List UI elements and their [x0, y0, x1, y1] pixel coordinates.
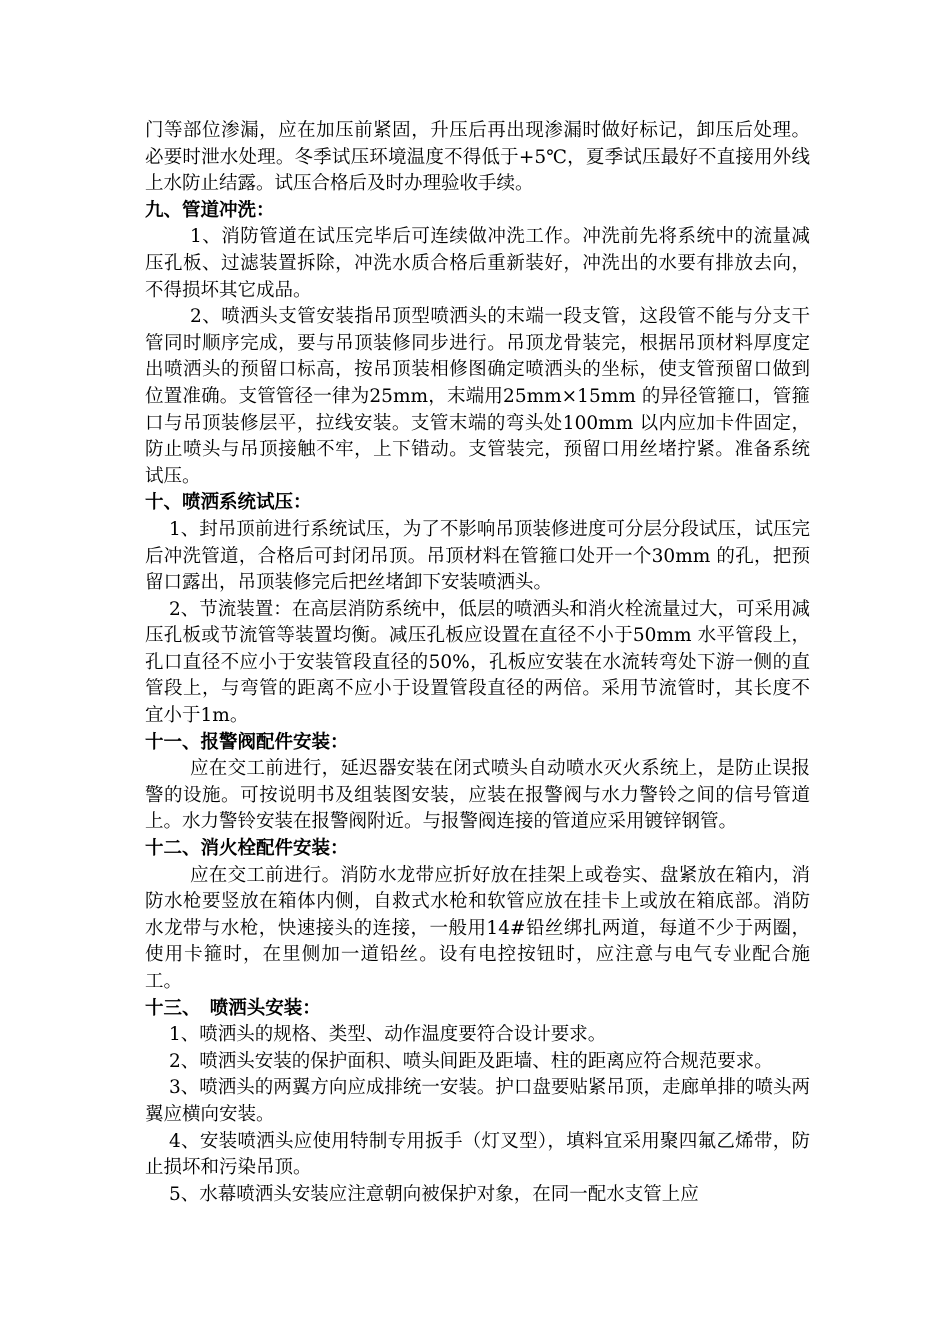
paragraph-sprinkler-install-3: 3、喷洒头的两翼方向应成排统一安装。护口盘要贴紧吊顶，走廊单排的喷头两翼应横向安装。: [145, 1077, 810, 1125]
paragraph-sprinkler-test-1: 1、封吊顶前进行系统试压，为了不影响吊顶装修进度可分层分段试压，试压完后冲洗管道，合格后可封闭吊顶。吊顶材料在管箍口处开一个30mm 的孔，把预留口露出，吊顶装修完后把丝堵卸下安装喷洒头。: [145, 518, 810, 594]
paragraph-flushing-1: 1、消防管道在试压完毕后可连续做冲洗工作。冲洗前先将系统中的流量减压孔板、过滤装置拆除，冲洗水质合格后重新装好，冲洗出的水要有排放去向，不得损坏其它成品。: [145, 226, 810, 301]
section-heading-sprinkler-test: 十、喷洒系统试压：: [145, 492, 312, 514]
section-heading-hydrant: 十二、消火栓配件安装：: [145, 838, 349, 860]
paragraph-sprinkler-install-1: 1、喷洒头的规格、类型、动作温度要符合设计要求。: [169, 1024, 607, 1046]
paragraph-hydrant: 应在交工前进行。消防水龙带应折好放在挂架上或卷实、盘紧放在箱内，消防水枪要竖放在箱体内侧，自救式水枪和软管应放在挂卡上或放在箱底部。消防水龙带与水枪，快速接头的连接，一般用14#铅丝绑扎两道，每道不少于两圈，使用卡箍时，在里侧加一道铅丝。设有电控按钮时，应注意与电气专业配合施工。: [145, 864, 810, 992]
section-heading-sprinkler-install: 十三、 喷洒头安装：: [145, 997, 321, 1019]
section-heading-alarm-valve: 十一、报警阀配件安装：: [145, 731, 349, 753]
paragraph-continuation: 门等部位渗漏，应在加压前紧固，升压后再出现渗漏时做好标记，卸压后处理。必要时泄水处理。冬季试压环境温度不得低于+5℃，夏季试压最好不直接用外线上水防止结露。试压合格后及时办理验收手续。: [145, 120, 810, 195]
paragraph-flushing-2: 2、喷洒头支管安装指吊顶型喷洒头的末端一段支管，这段管不能与分支干管同时顺序完成，要与吊顶装修同步进行。吊顶龙骨装完，根据吊顶材料厚度定出喷洒头的预留口标高，按吊顶装相修图确定喷洒头的坐标，使支管预留口做到位置准确。支管管径一律为25mm，末端用25mm×15mm 的异径管箍口，管箍口与吊顶装修层平，拉线安装。支管末端的弯头处100mm 以内应加卡件固定，防止喷头与吊顶接触不牢，上下错动。支管装完，预留口用丝堵拧紧。准备系统试压。: [145, 306, 810, 487]
paragraph-sprinkler-install-4: 4、安装喷洒头应使用特制专用扳手（灯叉型），填料宜采用聚四氟乙烯带，防止损坏和污染吊顶。: [145, 1130, 810, 1179]
document-page: [145, 118, 810, 1208]
paragraph-sprinkler-install-5: 5、水幕喷洒头安装应注意朝向被保护对象，在同一配水支管上应: [169, 1183, 699, 1205]
paragraph-sprinkler-install-2: 2、喷洒头安装的保护面积、喷头间距及距墙、柱的距离应符合规范要求。: [169, 1050, 773, 1072]
paragraph-alarm-valve: 应在交工前进行，延迟器安装在闭式喷头自动喷水灭火系统上，是防止误报警的设施。可按说明书及组装图安装，应装在报警阀与水力警铃之间的信号管道上。水力警铃安装在报警阀附近。与报警阀连接的管道应采用镀锌钢管。: [145, 758, 810, 833]
section-heading-pipe-flushing: 九、管道冲洗：: [145, 199, 275, 221]
paragraph-sprinkler-test-2: 2、节流装置：在高层消防系统中，低层的喷洒头和消火栓流量过大，可采用减压孔板或节流管等装置均衡。减压孔板应设置在直径不小于50mm 水平管段上，孔口直径不应小于安装管段直径的50%，孔板应安装在水流转弯处下游一侧的直管段上，与弯管的距离不应小于设置管段直径的两倍。采用节流管时，其长度不宜小于1m。: [145, 598, 810, 727]
